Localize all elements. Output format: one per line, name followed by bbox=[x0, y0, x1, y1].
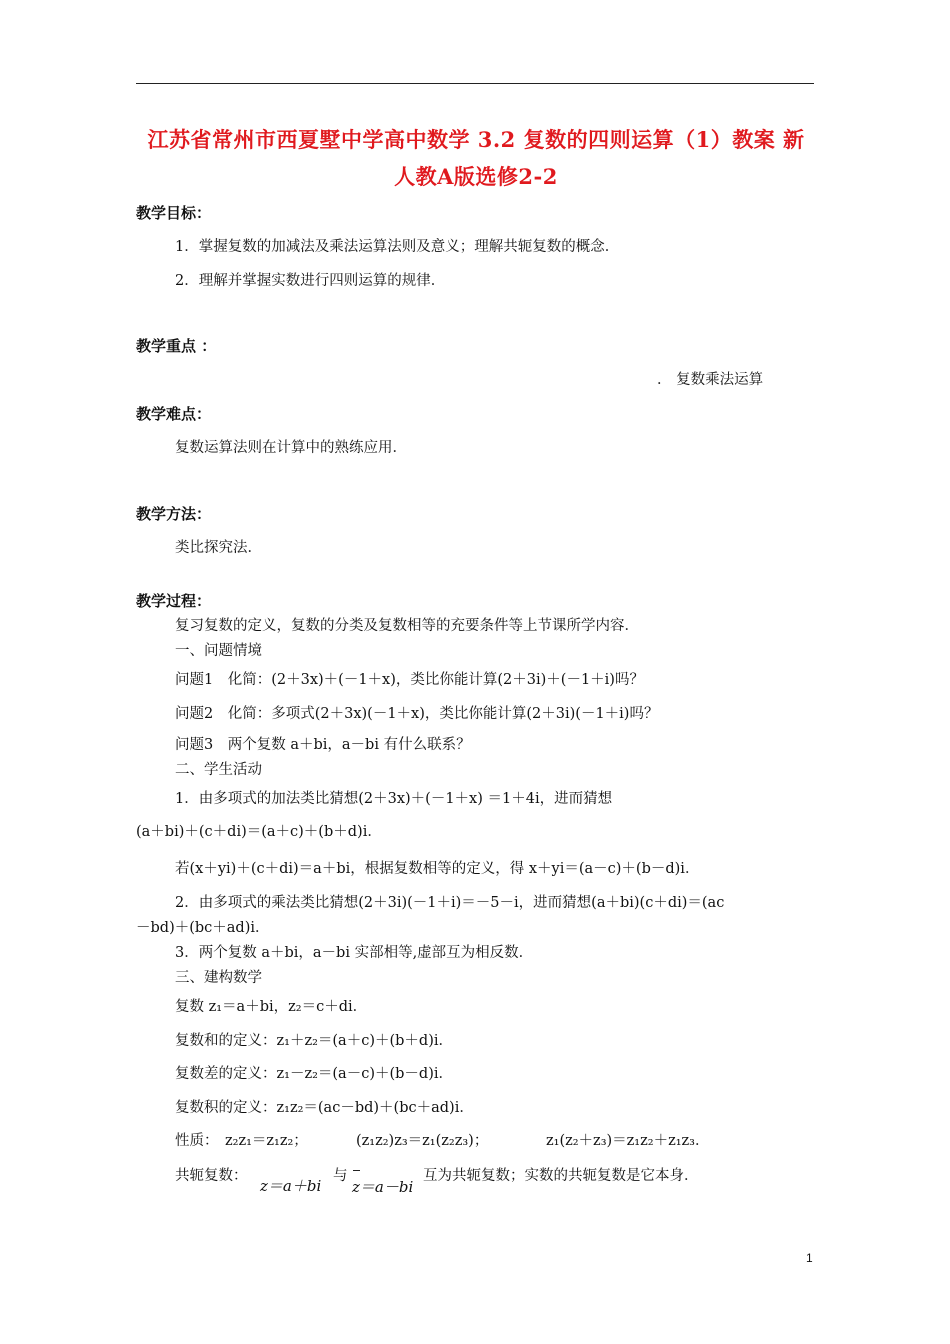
conjugate-expr2: z＝a－bi bbox=[352, 1178, 414, 1196]
question-3: 问题3 两个复数 a＋bi，a－bi 有什么联系？ bbox=[175, 737, 471, 753]
page-number: 1 bbox=[806, 1251, 813, 1265]
conjugate-bar bbox=[353, 1170, 360, 1171]
keypoint-text: ． 复数乘法运算 bbox=[657, 372, 764, 388]
sum-definition: 复数和的定义：z₁＋z₂＝(a＋c)＋(b＋d)i． bbox=[175, 1033, 453, 1049]
question-1: 问题1 化简：(2＋3x)＋(－1＋x)，类比你能计算(2＋3i)＋(－1＋i)吗？ bbox=[175, 672, 644, 688]
property-associative: (z₁z₂)z₃＝z₁(z₂z₃)； bbox=[356, 1133, 489, 1149]
activity-2: 2．由多项式的乘法类比猜想(2＋3i)(－1＋i)＝－5－i，进而猜想(a＋bi)(c＋di)＝(ac bbox=[175, 895, 725, 911]
difference-definition: 复数差的定义：z₁－z₂＝(a－c)＋(b－d)i． bbox=[175, 1066, 453, 1082]
conjugate-tail: 互为共轭复数；实数的共轭复数是它本身． bbox=[423, 1168, 699, 1184]
property-commutative: z₂z₁＝z₁z₂； bbox=[225, 1133, 308, 1149]
keypoint-heading: 教学重点 ： bbox=[136, 337, 217, 355]
section-heading: 三、建构数学 bbox=[175, 970, 262, 986]
doc-title-line2: 人教A版选修2-2 bbox=[394, 164, 558, 189]
conjugate-connector: 与 bbox=[333, 1168, 348, 1184]
conjugate-label: 共轭复数： bbox=[175, 1168, 248, 1184]
process-line: 复习复数的定义，复数的分类及复数相等的充要条件等上节课所学内容． bbox=[175, 618, 639, 634]
property-distributive: z₁(z₂＋z₃)＝z₁z₂＋z₁z₃． bbox=[546, 1133, 710, 1149]
difficulty-heading: 教学难点： bbox=[136, 405, 212, 423]
method-heading: 教学方法： bbox=[136, 505, 212, 523]
activity-2-cont: －bd)＋(bc＋ad)i． bbox=[136, 920, 270, 936]
objective-item: 1．掌握复数的加减法及乘法运算法则及意义；理解共轭复数的概念． bbox=[175, 239, 620, 255]
objectives-heading: 教学目标： bbox=[136, 204, 212, 222]
header-rule bbox=[136, 83, 814, 84]
activity-1-formula: (a＋bi)＋(c＋di)＝(a＋c)＋(b＋d)i． bbox=[136, 824, 382, 840]
complex-defs: 复数 z₁＝a＋bi，z₂＝c＋di． bbox=[175, 999, 368, 1015]
activity-1: 1．由多项式的加法类比猜想(2＋3x)＋(－1＋x) ＝1＋4i，进而猜想 bbox=[175, 791, 613, 807]
process-heading: 教学过程： bbox=[136, 592, 212, 610]
section-heading: 二、学生活动 bbox=[175, 762, 262, 778]
method-text: 类比探究法． bbox=[175, 540, 262, 556]
product-definition: 复数积的定义：z₁z₂＝(ac－bd)＋(bc＋ad)i． bbox=[175, 1100, 474, 1116]
difficulty-text: 复数运算法则在计算中的熟练应用． bbox=[175, 440, 407, 456]
activity-1-equation: 若(x＋yi)＋(c＋di)＝a＋bi，根据复数相等的定义，得 x＋yi＝(a－c)＋(b－d)i． bbox=[175, 861, 700, 877]
properties-label: 性质： bbox=[175, 1133, 219, 1149]
conjugate-expr1: z＝a＋bi bbox=[260, 1177, 322, 1195]
section-heading: 一、问题情境 bbox=[175, 643, 262, 659]
activity-3: 3．两个复数 a＋bi，a－bi 实部相等,虚部互为相反数． bbox=[175, 945, 534, 961]
doc-title-line1: 江苏省常州市西夏墅中学高中数学 3.2 复数的四则运算（1）教案 新 bbox=[147, 127, 805, 152]
question-2: 问题2 化简：多项式(2＋3x)(－1＋x)，类比你能计算(2＋3i)(－1＋i)吗？ bbox=[175, 706, 659, 722]
objective-item: 2．理解并掌握实数进行四则运算的规律． bbox=[175, 273, 446, 289]
